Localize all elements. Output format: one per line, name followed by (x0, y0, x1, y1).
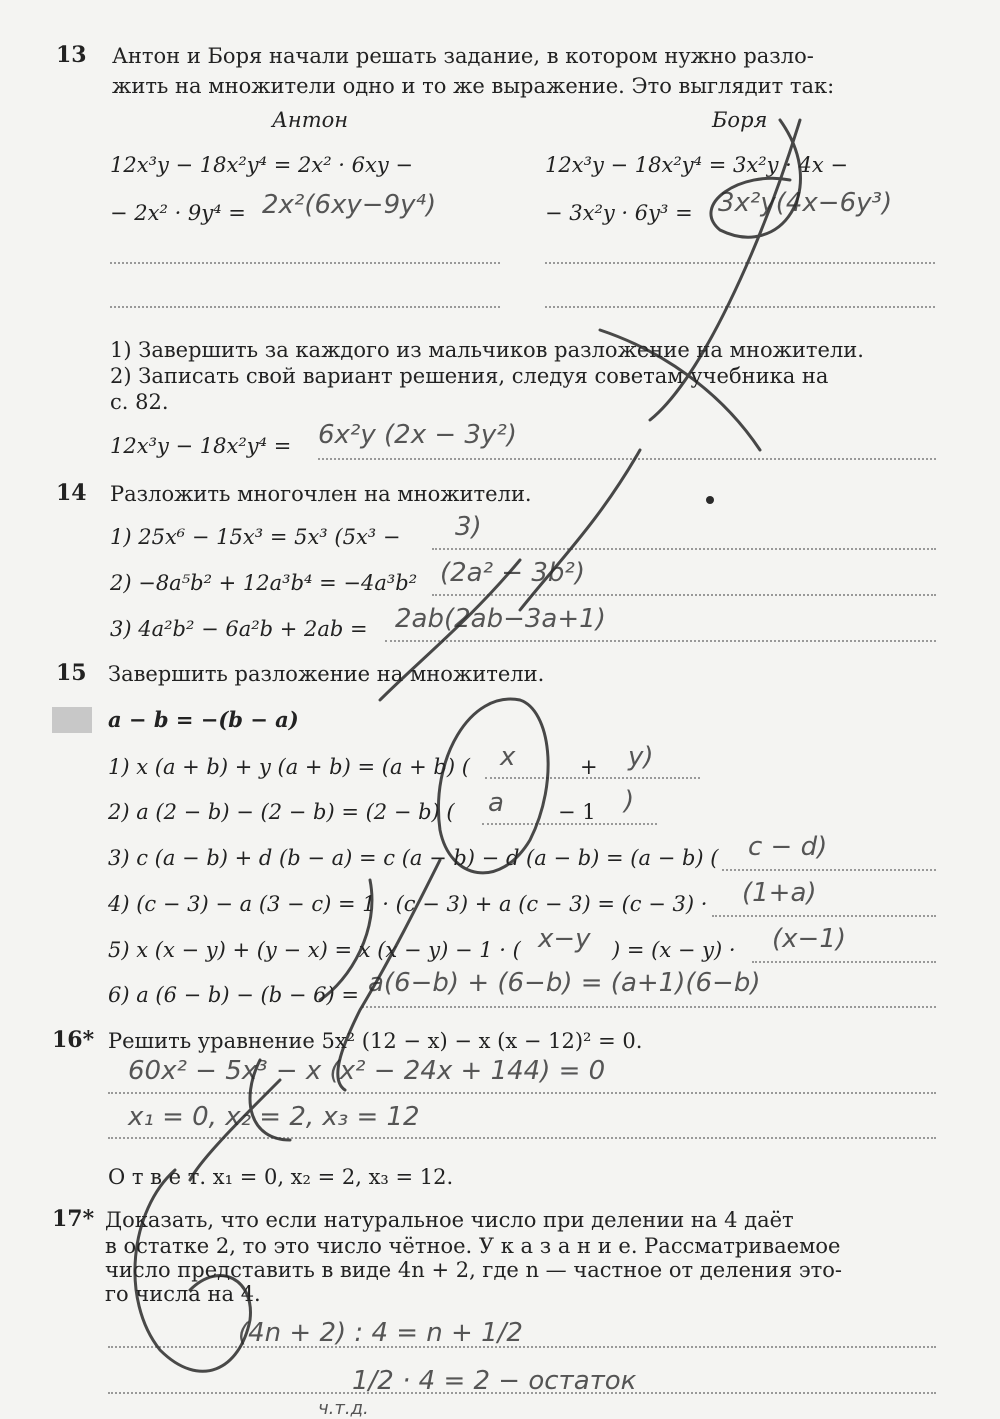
task-15-item-5-line (752, 961, 936, 963)
task-15-item-6: 6) a (6 − b) − (b − 6) = (108, 983, 359, 1007)
task-17-text-line2: в остатке 2, то это число чётное. У к а з а н и е. Рассматриваемое (105, 1234, 841, 1258)
task-13-text-line2: жить на множители одно и то же выражение. Это выглядит так: (112, 74, 835, 98)
task-14-item-2-line (432, 594, 936, 596)
task-15-number: 15 (56, 660, 87, 686)
task-15-item-1-y: y) (628, 742, 654, 772)
task-15-item-5: 5) x (x − y) + (y − x) = x (x − y) − 1 · ( (108, 938, 521, 962)
task-14-number: 14 (56, 480, 87, 506)
borya-heading: Боря (712, 108, 768, 132)
task-16-answer-line (108, 1092, 936, 1094)
task-14-item-3: 3) 4a²b² − 6a²b + 2ab = (110, 617, 368, 641)
task-17-handwritten-qed: ч.т.д. (318, 1398, 369, 1419)
stamp-stroke (711, 120, 801, 237)
anton-handwritten-answer: 2x²(6xy−9y⁴) (262, 190, 437, 220)
task-15-item-4-line (712, 915, 936, 917)
task-16-title: Решить уравнение 5x² (12 − x) − x (x − 12)² = 0. (108, 1029, 643, 1053)
task-15-hint: a − b = −(b − a) (108, 707, 299, 732)
stamp-dot (706, 496, 714, 504)
task-15-item-1-line (485, 777, 700, 779)
borya-handwritten-answer: 3x²y(4x−6y³) (718, 188, 893, 218)
task-15-item-4: 4) (c − 3) − a (3 − c) = 1 · (c − 3) + a (c − 3) = (c − 3) · (108, 892, 708, 916)
own-solution-line (318, 458, 936, 460)
task-15-item-1-plus: + (580, 755, 598, 779)
anton-heading: Антон (272, 108, 349, 132)
task-13-subtask-1: 1) Завершить за каждого из мальчиков разложение на множители. (110, 338, 864, 362)
task-17-text-line1: Доказать, что если натуральное число при делении на 4 даёт (105, 1208, 794, 1232)
task-14-item-1-handwritten: 3) (455, 512, 482, 542)
hint-marker (52, 707, 92, 733)
task-17-answer-line (108, 1346, 936, 1348)
task-17-handwritten-line2: 1/2 · 4 = 2 − остаток (352, 1366, 637, 1396)
own-solution-handwritten: 6x²y (2x − 3y²) (318, 420, 517, 450)
task-17-answer-line (108, 1392, 936, 1394)
task-15-title: Завершить разложение на множители. (108, 662, 545, 686)
borya-answer-line (545, 262, 935, 264)
task-14-title: Разложить многочлен на множители. (110, 482, 532, 506)
task-15-item-3-line (722, 869, 936, 871)
task-15-item-2-a: a (488, 788, 504, 818)
borya-expression-line1: 12x³y − 18x²y⁴ = 3x²y · 4x − (545, 153, 848, 177)
borya-expression-line2: − 3x²y · 6y³ = (545, 201, 693, 225)
task-13-subtask-2: 2) Записать свой вариант решения, следуя советам учебника на (110, 364, 829, 388)
task-16-number: 16* (52, 1027, 95, 1053)
task-15-item-5-handwritten: x−y (538, 924, 591, 954)
task-15-item-2-line (482, 823, 657, 825)
task-14-item-3-line (385, 640, 936, 642)
task-15-item-3: 3) c (a − b) + d (b − a) = c (a − b) − d (a − b) = (a − b) ( (108, 846, 719, 870)
anton-expression-line1: 12x³y − 18x²y⁴ = 2x² · 6xy − (110, 153, 413, 177)
task-13-subtask-2-page: с. 82. (110, 390, 169, 414)
task-15-item-6-handwritten: a(6−b) + (6−b) = (a+1)(6−b) (368, 968, 761, 998)
task-16-answer: О т в е т. x₁ = 0, x₂ = 2, x₃ = 12. (108, 1165, 454, 1189)
task-15-item-3-handwritten: c − d) (748, 832, 828, 862)
borya-answer-line (545, 306, 935, 308)
task-17-handwritten-line1: (4n + 2) : 4 = n + 1/2 (238, 1318, 523, 1348)
task-14-item-2-handwritten: (2a² − 3b²) (440, 558, 585, 588)
task-15-item-1-x: x (500, 742, 516, 772)
task-15-item-6-line (362, 1006, 936, 1008)
task-14-item-3-handwritten: 2ab(2ab−3a+1) (395, 604, 606, 634)
task-16-handwritten-line2: x₁ = 0, x₂ = 2, x₃ = 12 (128, 1102, 420, 1132)
anton-expression-line2: − 2x² · 9y⁴ = (110, 201, 246, 225)
task-15-item-2-minus-one: − 1 (558, 800, 596, 824)
task-15-item-5-handwritten-factor: (x−1) (772, 924, 847, 954)
task-13-text-line1: Антон и Боря начали решать задание, в котором нужно разло- (112, 44, 814, 68)
task-17-number: 17* (52, 1206, 95, 1232)
task-14-item-1-line (432, 548, 936, 550)
anton-answer-line (110, 306, 500, 308)
task-13-number: 13 (56, 42, 87, 68)
task-17-text-line3: число представить в виде 4n + 2, где n — частное от деления это- (105, 1258, 842, 1282)
anton-answer-line (110, 262, 500, 264)
task-17-text-line4: го числа на 4. (105, 1282, 261, 1306)
task-15-item-4-handwritten: (1+a) (742, 878, 817, 908)
task-16-handwritten-line1: 60x² − 5x³ − x (x² − 24x + 144) = 0 (128, 1056, 606, 1086)
task-15-item-5-rest: ) = (x − y) · (612, 938, 736, 962)
task-15-item-1: 1) x (a + b) + y (a + b) = (a + b) ( (108, 755, 470, 779)
task-14-item-2: 2) −8a⁵b² + 12a³b⁴ = −4a³b² (110, 571, 418, 595)
task-16-answer-line (108, 1137, 936, 1139)
task-15-item-2-close: ) (624, 786, 635, 816)
own-solution-expression: 12x³y − 18x²y⁴ = (110, 434, 292, 458)
task-14-item-1: 1) 25x⁶ − 15x³ = 5x³ (5x³ − (110, 525, 401, 549)
task-15-item-2: 2) a (2 − b) − (2 − b) = (2 − b) ( (108, 800, 455, 824)
